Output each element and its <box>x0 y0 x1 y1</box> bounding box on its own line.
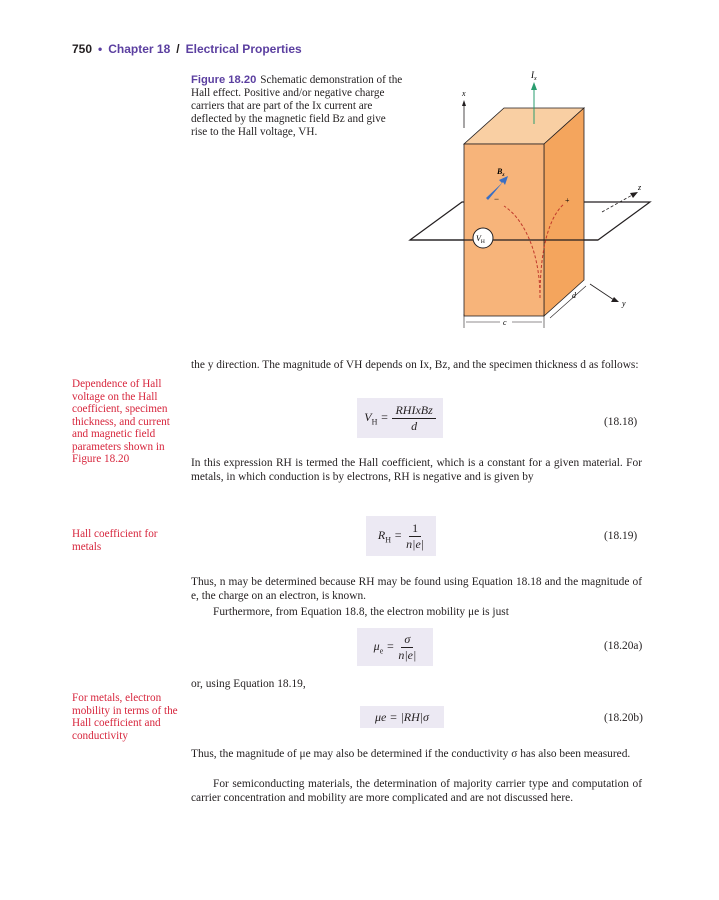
label-plus: + <box>565 196 570 205</box>
eq-number-18-20a: (18.20a) <box>604 640 643 652</box>
x-axis-arrowhead <box>462 100 466 106</box>
eq2-lhs-main: R <box>377 527 386 542</box>
eq-number-18-20b: (18.20b) <box>604 712 643 724</box>
header-dot: • <box>98 42 103 56</box>
eq3-lhs-main: μ <box>373 638 380 653</box>
label-d: d <box>572 291 576 300</box>
block-side-face <box>544 108 584 316</box>
margin-note-hall-voltage: Dependence of Hall voltage on the Hall coefficient, specimen thickness, and current and magnetic field parameters shown in Figure 18.20 <box>72 378 170 465</box>
label-vh-main: V <box>476 234 481 243</box>
paragraph-3: Thus, n may be determined because RH may be found using Equation 18.18 and the magnitude of e, the charge on an electron, is known. <box>191 576 642 602</box>
running-header <box>72 42 302 56</box>
label-ix-main: I <box>531 70 534 80</box>
label-ix-sub: x <box>534 76 537 82</box>
eq2-numerator: 1 <box>409 522 421 537</box>
equation-18-18 <box>357 398 443 438</box>
eq1-lhs-main: V <box>364 409 372 424</box>
eq3-lhs: $\mu_e$ = <box>373 638 395 656</box>
eq2-fraction <box>406 522 424 551</box>
paragraph-5: or, using Equation 18.19, <box>191 678 306 690</box>
figure-label: Figure 18.20 <box>191 74 257 86</box>
equation-18-20a <box>357 628 433 666</box>
eq1-numerator: RHIxBz <box>392 404 435 419</box>
block-front-face <box>464 144 544 316</box>
label-bz-main: B <box>497 167 503 176</box>
eq3-denominator: n|e| <box>398 647 417 662</box>
figure-caption <box>191 74 403 139</box>
hall-effect-diagram <box>400 66 660 331</box>
figure-caption-text: Schematic demonstration of the Hall effect. Positive and/or negative charge carriers that are part of the Ix current are deflected by the magnetic field Bz and give rise to the Hall voltage, VH. <box>191 74 403 138</box>
paragraph-2: In this expression RH is termed the Hall coefficient, which is a constant for a given material. For metals, in which conduction is by electrons, RH is negative and is given by <box>191 457 642 483</box>
chapter-title: Electrical Properties <box>185 42 302 56</box>
eq4-expression: μe = |RH|σ <box>375 709 429 724</box>
eq2-lhs: $R_H$ = <box>377 527 403 545</box>
header-slash: / <box>176 42 180 56</box>
label-z: z <box>638 183 642 192</box>
paragraph-7: For semiconducting materials, the determination of majority carrier type and computation of carrier concentration and mobility are more complicated and are not discussed here. <box>191 778 642 804</box>
paragraph-6: Thus, the magnitude of μe may also be determined if the conductivity σ has also been measured. <box>191 748 631 760</box>
eq3-lhs-sub: e <box>379 646 384 656</box>
chapter-label: Chapter 18 <box>108 42 171 56</box>
label-bz-sub: z <box>502 172 505 178</box>
current-arrowhead <box>531 82 537 90</box>
page-number: 750 <box>72 42 93 56</box>
eq-number-18-18: (18.18) <box>604 416 638 428</box>
z-axis-line <box>602 194 634 212</box>
hall-effect-figure <box>400 66 660 331</box>
label-minus: − <box>494 194 500 204</box>
eq3-numerator: σ <box>401 633 413 648</box>
margin-note-electron-mobility: For metals, electron mobility in terms of the Hall coefficient and conductivity <box>72 692 178 742</box>
label-ix <box>530 70 537 82</box>
eq1-lhs: $V_H$ = <box>364 409 389 427</box>
margin-note-hall-coefficient: Hall coefficient for metals <box>72 528 158 553</box>
y-axis-line <box>590 284 614 300</box>
equation-18-19 <box>366 516 436 556</box>
paragraph-4: Furthermore, from Equation 18.8, the electron mobility μe is just <box>213 606 509 618</box>
paragraph-1: the y direction. The magnitude of VH depends on Ix, Bz, and the specimen thickness d as follows: <box>191 359 639 371</box>
equation-18-20b <box>360 706 444 728</box>
y-axis-arrowhead <box>611 297 619 302</box>
z-axis-arrowhead <box>630 192 638 198</box>
eq1-fraction <box>392 404 435 433</box>
eq2-denominator: n|e| <box>406 536 425 551</box>
eq3-fraction <box>398 633 416 662</box>
label-vh-sub: H <box>480 239 485 245</box>
eq-number-18-19: (18.19) <box>604 530 638 542</box>
eq1-lhs-sub: H <box>371 417 378 427</box>
label-y: y <box>622 299 626 308</box>
eq1-denominator: d <box>411 418 418 433</box>
label-x: x <box>462 89 466 98</box>
eq2-lhs-sub: H <box>385 535 392 545</box>
label-c: c <box>503 318 507 327</box>
